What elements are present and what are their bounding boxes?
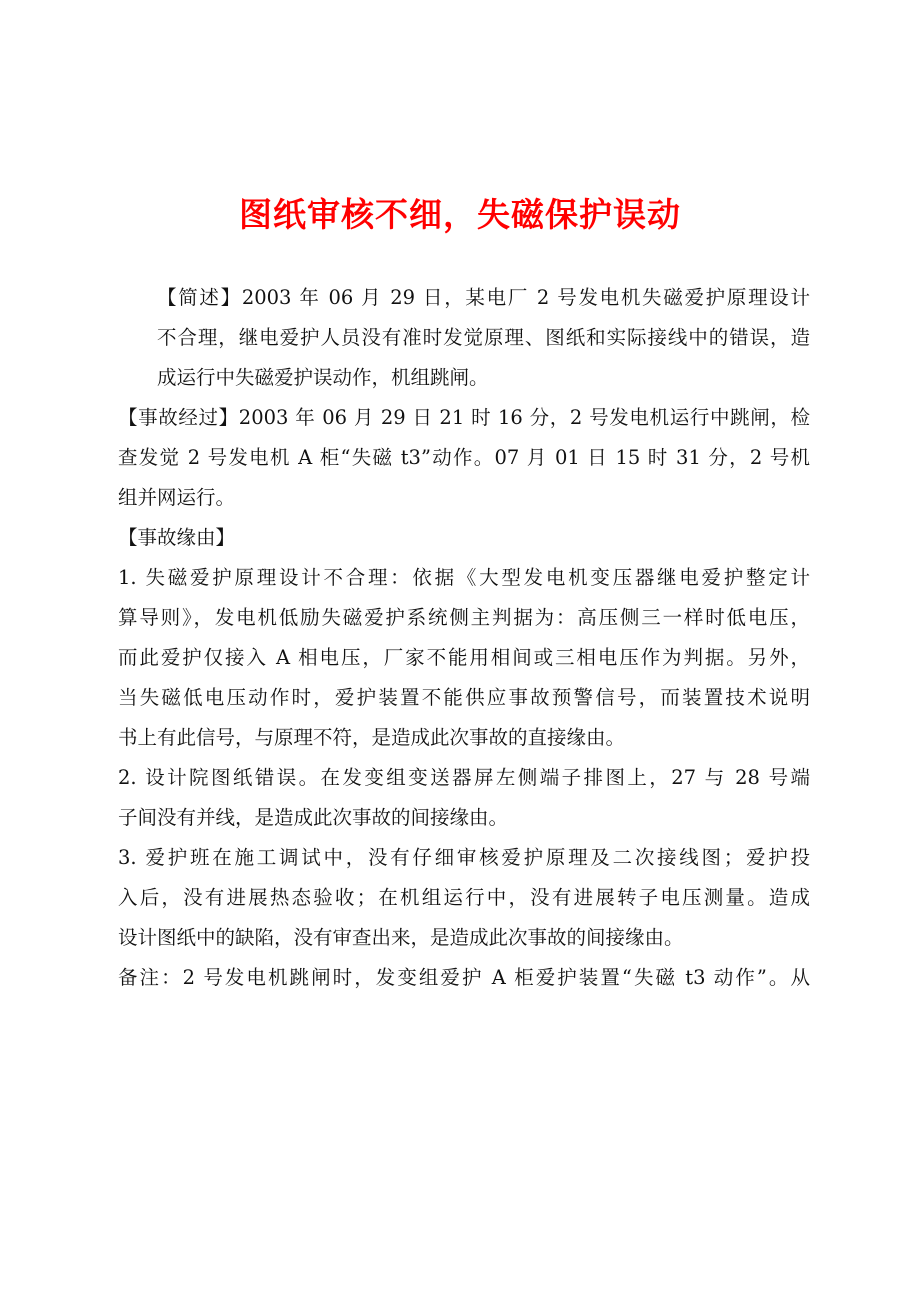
paragraph-summary: [118, 278, 810, 398]
text-line: 不合理，继电爱护人员没有准时发觉原理、图纸和实际接线中的错误，造: [157, 326, 810, 349]
text-line: 当失磁低电压动作时，爱护装置不能供应事故预警信号，而装置技术说明: [118, 686, 810, 709]
text-line: 查发觉 2 号发电机 A 柜“失磁 t3”动作。07 月 01 日 15 时 31 分，2 号机: [118, 446, 810, 469]
list-item-cause-2: [118, 758, 810, 838]
paragraph-note: [118, 958, 810, 998]
text-line: 【简述】2003 年 06 月 29 日，某电厂 2 号发电机失磁爱护原理设计: [157, 286, 810, 309]
list-item-cause-1: [118, 558, 810, 758]
text-line: 【事故经过】2003 年 06 月 29 日 21 时 16 分，2 号发电机运行中跳闸，检: [118, 406, 810, 429]
paragraph-accident-process: [118, 398, 810, 518]
section-heading-causes: [118, 518, 810, 558]
text-line: 设计图纸中的缺陷，没有审查出来，是造成此次事故的间接缘由。: [118, 926, 684, 949]
text-line: 算导则》，发电机低励失磁爱护系统侧主判据为：高压侧三一样时低电压，: [118, 606, 810, 629]
text-line: 1. 失磁爱护原理设计不合理：依据《大型发电机变压器继电爱护整定计: [118, 566, 810, 589]
text-line: 2. 设计院图纸错误。在发变组变送器屏左侧端子排图上，27 与 28 号端: [118, 766, 810, 789]
text-line: 备注：2 号发电机跳闸时，发变组爱护 A 柜爱护装置“失磁 t3 动作”。从: [118, 966, 810, 989]
text-line: 成运行中失磁爱护误动作，机组跳闸。: [157, 366, 489, 389]
text-line: 书上有此信号，与原理不符，是造成此次事故的直接缘由。: [118, 726, 626, 749]
text-line: 子间没有并线，是造成此次事故的间接缘由。: [118, 806, 509, 829]
text-line: 【事故缘由】: [118, 526, 236, 549]
document-title: 图纸审核不细，失磁保护误动: [239, 195, 681, 234]
document-body: [118, 278, 810, 998]
text-line: 组并网运行。: [118, 486, 236, 509]
text-line: 而此爱护仅接入 A 相电压，厂家不能用相间或三相电压作为判据。另外，: [118, 646, 810, 669]
text-line: 3. 爱护班在施工调试中，没有仔细审核爱护原理及二次接线图；爱护投: [118, 846, 810, 869]
list-item-cause-3: [118, 838, 810, 958]
text-line: 入后，没有进展热态验收；在机组运行中，没有进展转子电压测量。造成: [118, 886, 810, 909]
